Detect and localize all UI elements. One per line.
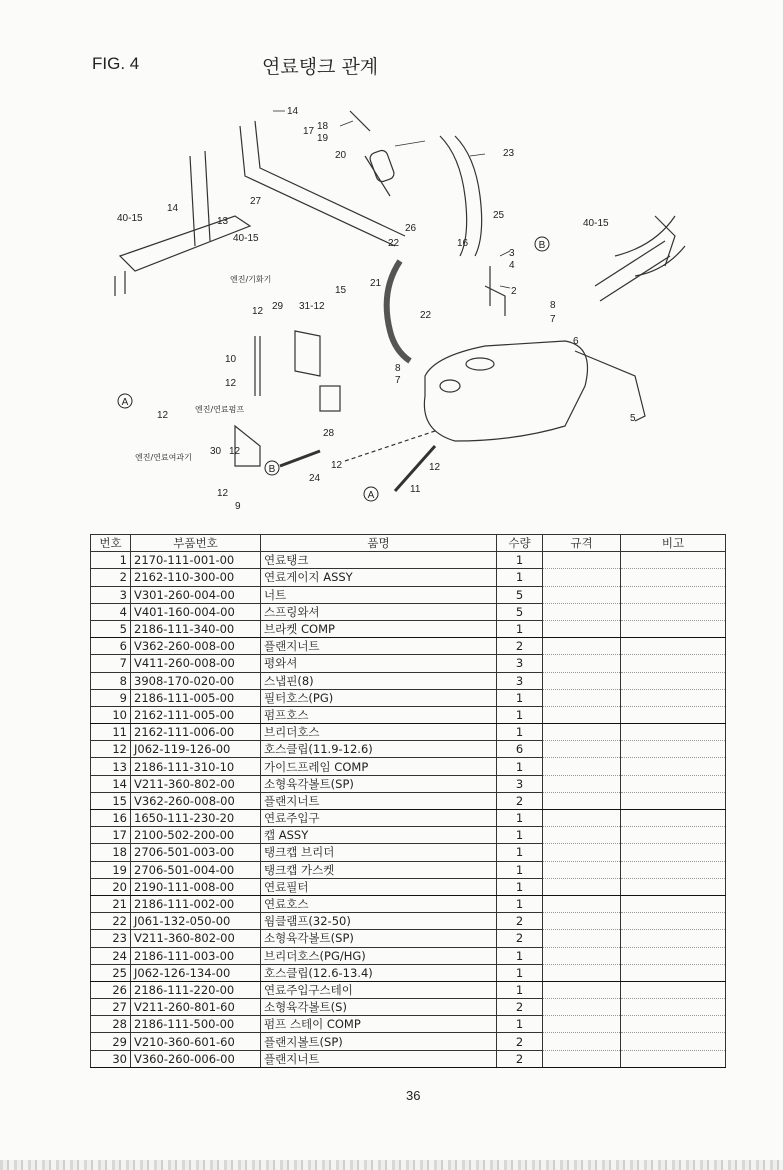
- cell-no: 24: [91, 947, 131, 964]
- table-header: [91, 535, 726, 552]
- cell-spec: [543, 895, 621, 912]
- cell-part: 2170-111-001-00: [131, 552, 261, 569]
- cell-qty: 1: [497, 552, 543, 569]
- table-row: [91, 1050, 726, 1067]
- svg-text:11: 11: [410, 484, 421, 495]
- svg-text:22: 22: [388, 238, 400, 249]
- column-header: 수량: [497, 535, 543, 552]
- svg-text:14: 14: [287, 106, 299, 117]
- scan-edge: [0, 1160, 783, 1170]
- cell-qty: 2: [497, 638, 543, 655]
- svg-text:8: 8: [395, 363, 401, 374]
- table-row: [91, 895, 726, 912]
- cell-name: 플랜지너트: [261, 1050, 497, 1067]
- cell-note: [621, 947, 726, 964]
- cell-spec: [543, 655, 621, 672]
- cell-qty: 1: [497, 689, 543, 706]
- table-row: [91, 1016, 726, 1033]
- cell-no: 12: [91, 741, 131, 758]
- cell-part: 2162-111-006-00: [131, 724, 261, 741]
- cell-part: V211-260-801-60: [131, 999, 261, 1016]
- svg-text:7: 7: [550, 314, 556, 325]
- cell-part: J062-119-126-00: [131, 741, 261, 758]
- svg-text:28: 28: [323, 428, 335, 439]
- table-row: [91, 999, 726, 1016]
- cell-spec: [543, 552, 621, 569]
- table-row: [91, 741, 726, 758]
- svg-text:25: 25: [493, 210, 505, 221]
- cell-no: 11: [91, 724, 131, 741]
- table-row: [91, 672, 726, 689]
- cell-qty: 1: [497, 878, 543, 895]
- svg-text:엔진/연료여과기: 엔진/연료여과기: [135, 453, 192, 462]
- cell-part: V401-160-004-00: [131, 603, 261, 620]
- svg-text:26: 26: [405, 223, 417, 234]
- cell-name: 브라켓 COMP: [261, 620, 497, 637]
- cell-note: [621, 895, 726, 912]
- cell-no: 6: [91, 638, 131, 655]
- table-row: [91, 586, 726, 603]
- cell-no: 14: [91, 775, 131, 792]
- cell-spec: [543, 724, 621, 741]
- svg-text:10: 10: [225, 354, 237, 365]
- cell-name: 너트: [261, 586, 497, 603]
- cell-note: [621, 1016, 726, 1033]
- cell-no: 7: [91, 655, 131, 672]
- cell-part: V301-260-004-00: [131, 586, 261, 603]
- cell-no: 20: [91, 878, 131, 895]
- cell-no: 15: [91, 792, 131, 809]
- table-row: [91, 552, 726, 569]
- cell-qty: 1: [497, 620, 543, 637]
- cell-name: 플랜지볼트(SP): [261, 1033, 497, 1050]
- cell-spec: [543, 569, 621, 586]
- cell-name: 탱크캡 가스켓: [261, 861, 497, 878]
- svg-text:14: 14: [167, 203, 179, 214]
- svg-text:엔진/기화기: 엔진/기화기: [230, 275, 272, 284]
- table-row: [91, 964, 726, 981]
- cell-name: 캡 ASSY: [261, 827, 497, 844]
- svg-text:7: 7: [395, 375, 401, 386]
- table-row: [91, 706, 726, 723]
- cell-no: 1: [91, 552, 131, 569]
- cell-no: 22: [91, 913, 131, 930]
- cell-qty: 2: [497, 913, 543, 930]
- cell-spec: [543, 689, 621, 706]
- svg-text:30: 30: [210, 446, 222, 457]
- cell-note: [621, 672, 726, 689]
- column-header: 비고: [621, 535, 726, 552]
- svg-text:31-12: 31-12: [299, 301, 325, 312]
- cell-qty: 1: [497, 827, 543, 844]
- cell-qty: 1: [497, 724, 543, 741]
- cell-note: [621, 620, 726, 637]
- svg-text:2: 2: [511, 286, 517, 297]
- cell-note: [621, 1033, 726, 1050]
- cell-part: 2186-111-003-00: [131, 947, 261, 964]
- cell-part: 2186-111-005-00: [131, 689, 261, 706]
- cell-name: 플랜지너트: [261, 792, 497, 809]
- cell-no: 23: [91, 930, 131, 947]
- cell-name: 스냅핀(8): [261, 672, 497, 689]
- cell-spec: [543, 947, 621, 964]
- cell-part: 2186-111-340-00: [131, 620, 261, 637]
- cell-name: 펌프 스테이 COMP: [261, 1016, 497, 1033]
- page-number: 36: [406, 1088, 421, 1103]
- column-header: 품명: [261, 535, 497, 552]
- cell-part: 2186-111-220-00: [131, 981, 261, 998]
- cell-note: [621, 999, 726, 1016]
- cell-qty: 2: [497, 1033, 543, 1050]
- cell-qty: 1: [497, 1016, 543, 1033]
- table-row: [91, 913, 726, 930]
- cell-qty: 1: [497, 861, 543, 878]
- svg-text:12: 12: [225, 378, 237, 389]
- cell-note: [621, 638, 726, 655]
- svg-text:16: 16: [457, 238, 469, 249]
- cell-name: 필터호스(PG): [261, 689, 497, 706]
- cell-no: 10: [91, 706, 131, 723]
- svg-text:24: 24: [309, 473, 321, 484]
- svg-text:40-15: 40-15: [233, 233, 259, 244]
- cell-note: [621, 775, 726, 792]
- cell-part: 2186-111-002-00: [131, 895, 261, 912]
- cell-part: 1650-111-230-20: [131, 810, 261, 827]
- cell-name: 연료필터: [261, 878, 497, 895]
- cell-spec: [543, 758, 621, 775]
- cell-note: [621, 1050, 726, 1067]
- cell-no: 30: [91, 1050, 131, 1067]
- cell-spec: [543, 1016, 621, 1033]
- cell-qty: 2: [497, 792, 543, 809]
- cell-name: 연료주입구: [261, 810, 497, 827]
- svg-text:엔진/연료펌프: 엔진/연료펌프: [195, 405, 245, 414]
- cell-note: [621, 758, 726, 775]
- svg-text:40-15: 40-15: [117, 213, 143, 224]
- cell-spec: [543, 672, 621, 689]
- cell-part: 2162-110-300-00: [131, 569, 261, 586]
- cell-spec: [543, 603, 621, 620]
- cell-name: 소형육각볼트(S): [261, 999, 497, 1016]
- cell-no: 4: [91, 603, 131, 620]
- table-row: [91, 861, 726, 878]
- svg-text:15: 15: [335, 285, 347, 296]
- cell-note: [621, 689, 726, 706]
- cell-qty: 5: [497, 586, 543, 603]
- table-row: [91, 758, 726, 775]
- svg-text:23: 23: [503, 148, 515, 159]
- cell-spec: [543, 741, 621, 758]
- cell-note: [621, 586, 726, 603]
- cell-qty: 3: [497, 655, 543, 672]
- cell-note: [621, 861, 726, 878]
- table-row: [91, 724, 726, 741]
- cell-name: 연료주입구스테이: [261, 981, 497, 998]
- cell-note: [621, 569, 726, 586]
- cell-note: [621, 552, 726, 569]
- cell-no: 26: [91, 981, 131, 998]
- svg-text:29: 29: [272, 301, 284, 312]
- svg-text:21: 21: [370, 278, 382, 289]
- cell-spec: [543, 844, 621, 861]
- cell-part: V362-260-008-00: [131, 792, 261, 809]
- svg-text:27: 27: [250, 196, 262, 207]
- cell-note: [621, 913, 726, 930]
- cell-name: 호스클립(12.6-13.4): [261, 964, 497, 981]
- cell-qty: 2: [497, 1050, 543, 1067]
- svg-text:18: 18: [317, 121, 329, 132]
- cell-part: V210-360-601-60: [131, 1033, 261, 1050]
- cell-name: 연료게이지 ASSY: [261, 569, 497, 586]
- cell-qty: 2: [497, 930, 543, 947]
- svg-text:22: 22: [420, 310, 432, 321]
- cell-name: 평와셔: [261, 655, 497, 672]
- cell-part: V360-260-006-00: [131, 1050, 261, 1067]
- cell-no: 2: [91, 569, 131, 586]
- cell-qty: 1: [497, 810, 543, 827]
- column-header: 규격: [543, 535, 621, 552]
- cell-qty: 1: [497, 964, 543, 981]
- cell-qty: 5: [497, 603, 543, 620]
- cell-name: 연료탱크: [261, 552, 497, 569]
- cell-spec: [543, 964, 621, 981]
- cell-qty: 1: [497, 895, 543, 912]
- svg-text:12: 12: [429, 462, 441, 473]
- cell-spec: [543, 930, 621, 947]
- cell-name: 연료호스: [261, 895, 497, 912]
- table-row: [91, 689, 726, 706]
- table-row: [91, 930, 726, 947]
- cell-no: 3: [91, 586, 131, 603]
- cell-spec: [543, 878, 621, 895]
- cell-spec: [543, 586, 621, 603]
- cell-part: V211-360-802-00: [131, 775, 261, 792]
- table-row: [91, 947, 726, 964]
- cell-no: 5: [91, 620, 131, 637]
- cell-name: 펌프호스: [261, 706, 497, 723]
- table-row: [91, 775, 726, 792]
- svg-text:12: 12: [217, 488, 229, 499]
- svg-text:A: A: [121, 397, 129, 408]
- svg-text:12: 12: [229, 446, 241, 457]
- svg-text:3: 3: [509, 248, 515, 259]
- table-row: [91, 655, 726, 672]
- cell-part: J061-132-050-00: [131, 913, 261, 930]
- cell-note: [621, 603, 726, 620]
- cell-part: 2162-111-005-00: [131, 706, 261, 723]
- table-row: [91, 827, 726, 844]
- cell-name: 소형육각볼트(SP): [261, 775, 497, 792]
- cell-no: 9: [91, 689, 131, 706]
- cell-no: 18: [91, 844, 131, 861]
- svg-text:8: 8: [550, 300, 556, 311]
- table-row: [91, 1033, 726, 1050]
- cell-note: [621, 964, 726, 981]
- cell-no: 21: [91, 895, 131, 912]
- svg-text:12: 12: [331, 460, 343, 471]
- table-row: [91, 981, 726, 998]
- cell-part: 2706-501-003-00: [131, 844, 261, 861]
- cell-part: 2190-111-008-00: [131, 878, 261, 895]
- table-row: [91, 878, 726, 895]
- cell-name: 호스클립(11.9-12.6): [261, 741, 497, 758]
- cell-spec: [543, 706, 621, 723]
- cell-no: 13: [91, 758, 131, 775]
- cell-no: 29: [91, 1033, 131, 1050]
- cell-part: 2706-501-004-00: [131, 861, 261, 878]
- cell-name: 브리더호스(PG/HG): [261, 947, 497, 964]
- svg-text:B: B: [268, 464, 276, 475]
- cell-spec: [543, 1033, 621, 1050]
- cell-name: 웜클램프(32-50): [261, 913, 497, 930]
- cell-part: 2100-502-200-00: [131, 827, 261, 844]
- cell-spec: [543, 981, 621, 998]
- cell-part: 3908-170-020-00: [131, 672, 261, 689]
- cell-qty: 2: [497, 999, 543, 1016]
- cell-part: V211-360-802-00: [131, 930, 261, 947]
- figure-label: FIG. 4: [92, 54, 140, 73]
- cell-name: 가이드프레임 COMP: [261, 758, 497, 775]
- table-row: [91, 810, 726, 827]
- cell-note: [621, 844, 726, 861]
- cell-no: 25: [91, 964, 131, 981]
- cell-spec: [543, 638, 621, 655]
- cell-part: 2186-111-310-10: [131, 758, 261, 775]
- cell-spec: [543, 913, 621, 930]
- cell-name: 브리더호스: [261, 724, 497, 741]
- table-row: [91, 844, 726, 861]
- table-row: [91, 603, 726, 620]
- cell-note: [621, 792, 726, 809]
- cell-qty: 1: [497, 947, 543, 964]
- table-row: [91, 620, 726, 637]
- table-body: [91, 552, 726, 1068]
- cell-note: [621, 878, 726, 895]
- cell-note: [621, 827, 726, 844]
- svg-text:40-15: 40-15: [583, 218, 609, 229]
- cell-no: 16: [91, 810, 131, 827]
- cell-name: 플랜지너트: [261, 638, 497, 655]
- cell-no: 28: [91, 1016, 131, 1033]
- cell-note: [621, 741, 726, 758]
- svg-text:4: 4: [509, 260, 515, 271]
- svg-text:A: A: [367, 490, 375, 501]
- cell-spec: [543, 810, 621, 827]
- svg-text:19: 19: [317, 133, 329, 144]
- cell-note: [621, 981, 726, 998]
- svg-text:B: B: [538, 240, 546, 251]
- cell-qty: 1: [497, 706, 543, 723]
- cell-note: [621, 724, 726, 741]
- cell-name: 소형육각볼트(SP): [261, 930, 497, 947]
- cell-qty: 1: [497, 981, 543, 998]
- svg-text:17: 17: [303, 126, 315, 137]
- svg-text:12: 12: [157, 410, 169, 421]
- cell-note: [621, 930, 726, 947]
- cell-qty: 3: [497, 775, 543, 792]
- cell-spec: [543, 999, 621, 1016]
- cell-qty: 3: [497, 672, 543, 689]
- cell-no: 17: [91, 827, 131, 844]
- svg-text:12: 12: [252, 306, 264, 317]
- cell-qty: 1: [497, 758, 543, 775]
- cell-no: 19: [91, 861, 131, 878]
- column-header: 부품번호: [131, 535, 261, 552]
- cell-part: J062-126-134-00: [131, 964, 261, 981]
- svg-text:6: 6: [573, 336, 579, 347]
- svg-text:20: 20: [335, 150, 347, 161]
- exploded-parts-diagram: [95, 96, 715, 516]
- table-row: [91, 792, 726, 809]
- table-row: [91, 638, 726, 655]
- cell-part: V362-260-008-00: [131, 638, 261, 655]
- column-header: 번호: [91, 535, 131, 552]
- cell-spec: [543, 827, 621, 844]
- svg-text:9: 9: [235, 501, 241, 512]
- cell-note: [621, 810, 726, 827]
- cell-no: 8: [91, 672, 131, 689]
- cell-name: 스프링와셔: [261, 603, 497, 620]
- cell-spec: [543, 792, 621, 809]
- cell-no: 27: [91, 999, 131, 1016]
- cell-part: 2186-111-500-00: [131, 1016, 261, 1033]
- cell-note: [621, 706, 726, 723]
- svg-text:5: 5: [630, 413, 636, 424]
- cell-spec: [543, 775, 621, 792]
- parts-table: [90, 534, 726, 1068]
- cell-name: 탱크캡 브리더: [261, 844, 497, 861]
- cell-spec: [543, 620, 621, 637]
- cell-qty: 1: [497, 844, 543, 861]
- table-row: [91, 569, 726, 586]
- cell-qty: 1: [497, 569, 543, 586]
- figure-title: 연료탱크 관계: [262, 56, 379, 78]
- cell-spec: [543, 861, 621, 878]
- cell-spec: [543, 1050, 621, 1067]
- cell-qty: 6: [497, 741, 543, 758]
- cell-note: [621, 655, 726, 672]
- cell-part: V411-260-008-00: [131, 655, 261, 672]
- svg-text:13: 13: [217, 216, 229, 227]
